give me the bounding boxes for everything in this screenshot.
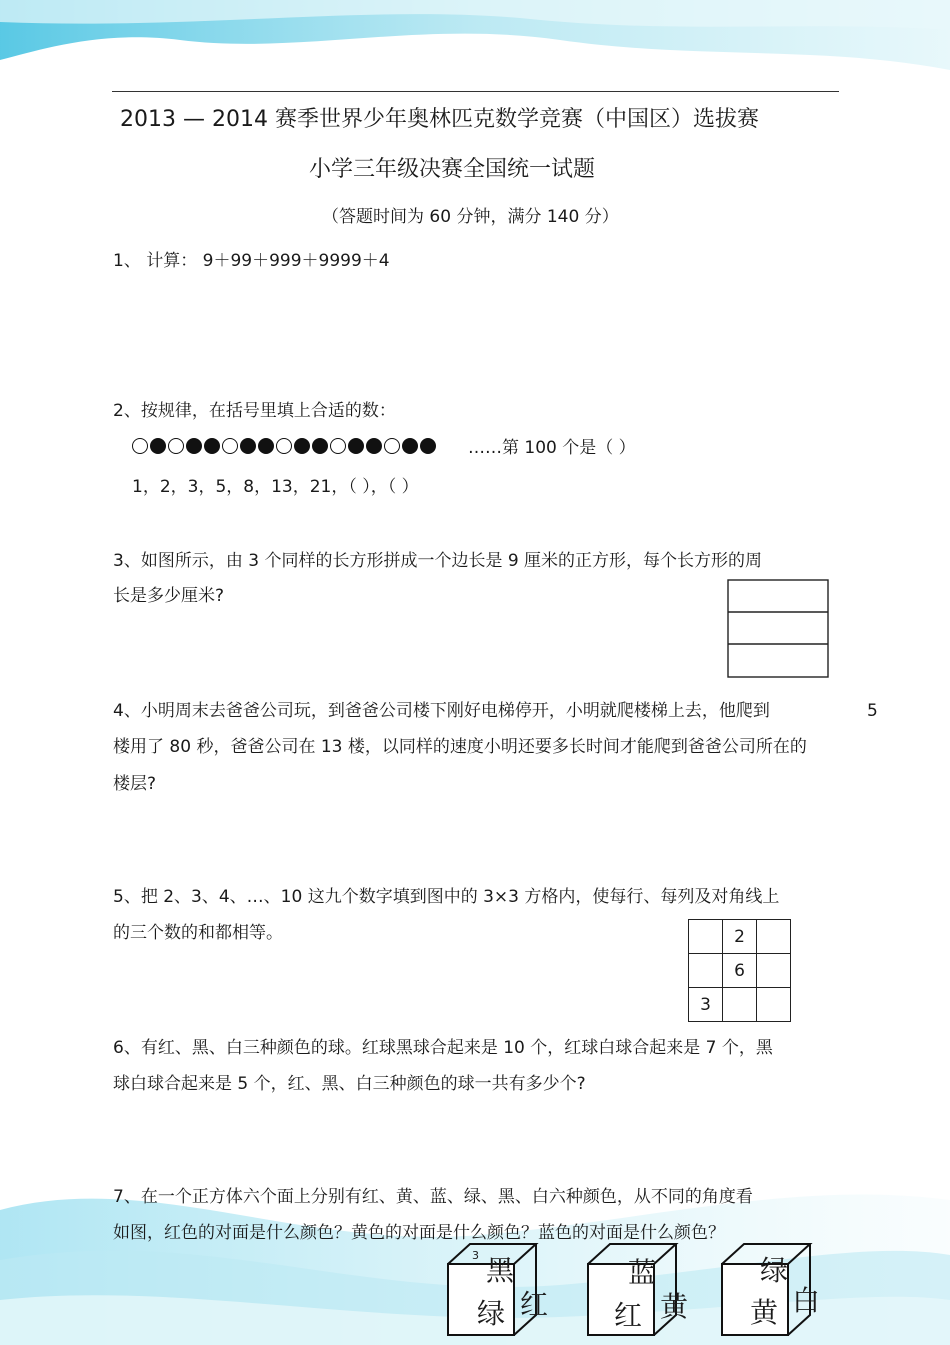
- black-circle: [186, 438, 202, 454]
- question-1: 1、 计算： 9＋99＋999＋9999＋4: [113, 251, 390, 271]
- question-3-line2: 长是多少厘米?: [113, 586, 225, 606]
- cube-1-front-label: 绿: [477, 1297, 506, 1330]
- question-7-line1: 7、在一个正方体六个面上分别有红、黄、蓝、绿、黑、白六种颜色，从不同的角度看: [113, 1187, 753, 1207]
- question-4-line3: 楼层?: [113, 774, 157, 794]
- black-circle: [348, 438, 364, 454]
- white-circle: [330, 438, 346, 454]
- white-circle: [384, 438, 400, 454]
- grid-cell: [689, 954, 723, 988]
- black-circle: [366, 438, 382, 454]
- cube-3-side-label: 白: [792, 1284, 821, 1317]
- cube-2-front-label: 红: [614, 1299, 643, 1332]
- question-4-line2: 楼用了 80 秒，爸爸公司在 13 楼，以同样的速度小明还要多长时间才能爬到爸爸公司所在的: [113, 737, 807, 757]
- grid-cell: [689, 920, 723, 954]
- black-circle: [204, 438, 220, 454]
- black-circle: [402, 438, 418, 454]
- black-circle: [240, 438, 256, 454]
- title-line1: 2013 — 2014 赛季世界少年奥林匹克数学竞赛（中国区）选拔赛: [120, 107, 759, 132]
- question-2-prompt: 2、按规律，在括号里填上合适的数：: [113, 401, 396, 421]
- white-circle: [276, 438, 292, 454]
- black-circle: [420, 438, 436, 454]
- cube-1-small-number: 3: [472, 1249, 479, 1262]
- grid-cell: [757, 920, 791, 954]
- white-circle: [132, 438, 148, 454]
- black-circle: [312, 438, 328, 454]
- cube-2-top-label: 蓝: [628, 1256, 657, 1289]
- question-4-line1-end: 5: [867, 701, 878, 721]
- white-circle: [222, 438, 238, 454]
- question-4-line1: 4、小明周末去爸爸公司玩，到爸爸公司楼下刚好电梯停开，小明就爬楼梯上去，他爬到: [113, 701, 770, 721]
- grid-cell: 3: [689, 988, 723, 1022]
- circle-pattern: [132, 437, 436, 455]
- grid-cell: 6: [723, 954, 757, 988]
- cube-3-top-label: 绿: [760, 1254, 789, 1287]
- magic-square-grid: [688, 919, 791, 1022]
- question-6-line1: 6、有红、黑、白三种颜色的球。红球黑球合起来是 10 个，红球白球合起来是 7 个，黑: [113, 1038, 773, 1058]
- question-3-line1: 3、如图所示，由 3 个同样的长方形拼成一个边长是 9 厘米的正方形，每个长方形的周: [113, 551, 763, 571]
- black-circle: [258, 438, 274, 454]
- cube-1-side-label: 红: [520, 1288, 549, 1321]
- grid-cell: [723, 988, 757, 1022]
- question-2-sequence: 1，2，3，5，8，13，21，（ ），（ ）: [132, 477, 419, 497]
- black-circle: [294, 438, 310, 454]
- question-6-line2: 球白球合起来是 5 个，红、黑、白三种颜色的球一共有多少个?: [113, 1074, 586, 1094]
- question-7-line2: 如图，红色的对面是什么颜色？黄色的对面是什么颜色？蓝色的对面是什么颜色？: [113, 1223, 725, 1243]
- black-circle: [150, 438, 166, 454]
- cube-3-front-label: 黄: [750, 1296, 779, 1329]
- exam-subtitle: （答题时间为 60 分钟，满分 140 分）: [322, 207, 619, 227]
- white-circle: [168, 438, 184, 454]
- grid-cell: [757, 954, 791, 988]
- grid-cell: 2: [723, 920, 757, 954]
- square-three-rectangles-figure: [727, 579, 830, 679]
- title-line2: 小学三年级决赛全国统一试题: [309, 157, 596, 182]
- question-2-circles-tail: ……第 100 个是（ ）: [468, 438, 636, 458]
- question-5-line1: 5、把 2、3、4、…、10 这九个数字填到图中的 3×3 方格内，使每行、每列及对角线上: [113, 887, 780, 907]
- question-5-line2: 的三个数的和都相等。: [113, 923, 283, 943]
- cube-1-top-label: 黑: [486, 1254, 515, 1287]
- header-rule: [112, 91, 839, 92]
- cube-2-side-label: 黄: [660, 1290, 689, 1323]
- grid-cell: [757, 988, 791, 1022]
